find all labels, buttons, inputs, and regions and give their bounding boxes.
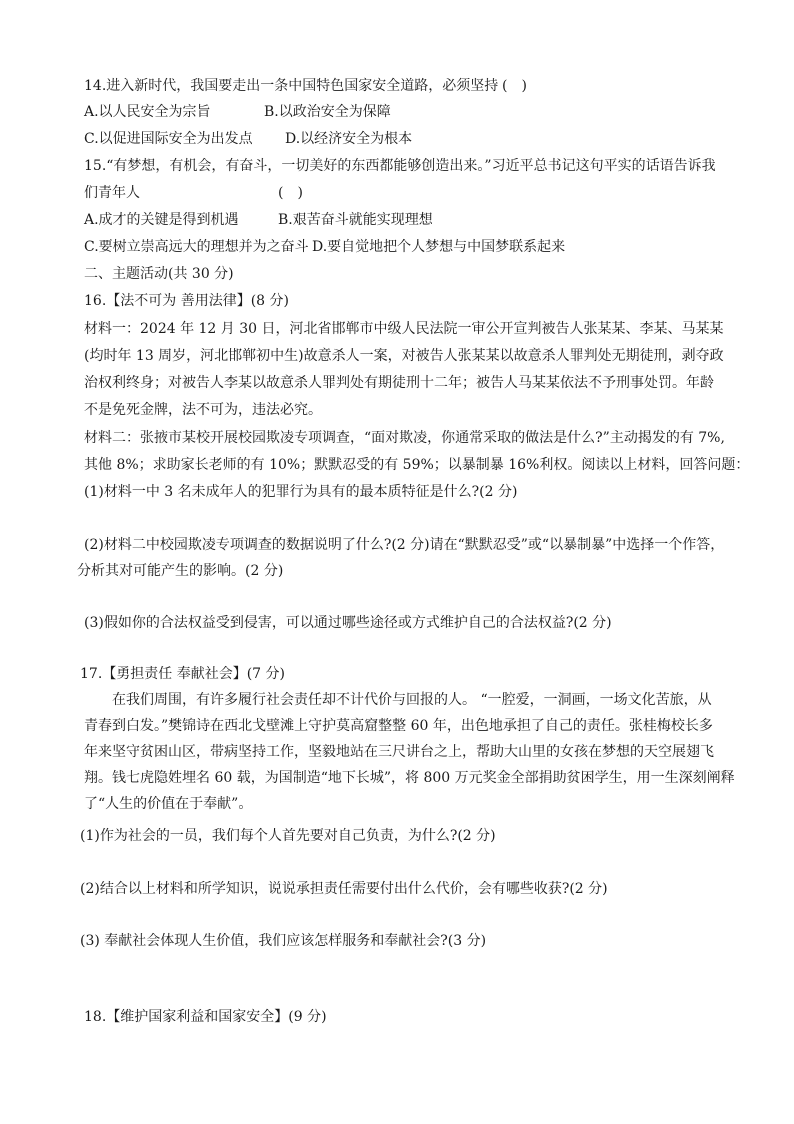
q17-passage-line: 青春到白发。”樊锦诗在西北戈壁滩上守护莫高窟整整 60 年，出色地承担了自己的责任。张桂梅校长多: [84, 718, 713, 734]
q17-passage-line: 翔。钱七虎隐姓埋名 60 载，为国制造“地下长城”，将 800 万元奖金全部捐助贫困学生，用一生深刻阐释: [84, 770, 735, 786]
q17-sub2: (2)结合以上材料和所学知识，说说承担责任需要付出什么代价，会有哪些收获?(2 分): [80, 881, 608, 897]
q15-option-d: D.要自觉地把个人梦想与中国梦联系起来: [312, 239, 566, 255]
q16-material2-line: 其他 8%；求助家长老师的有 10%；默默忍受的有 59%；以暴制暴 16%利权。阅读以上材料，回答问题：: [84, 457, 750, 473]
q15-stem-line1: 15.“有梦想，有机会，有奋斗，一切美好的东西都能够创造出来。”习近平总书记这句平实的话语告诉我: [84, 158, 716, 174]
q16-sub2-line2: 分析其对可能产生的影响。(2 分): [77, 563, 284, 579]
q16-material1-line: 材料一：2024 年 12 月 30 日，河北省邯郸市中级人民法院一审公开宣判被告人张某某、李某、马某某: [84, 321, 724, 337]
q14-stem: 14.进入新时代，我国要走出一条中国特色国家安全道路，必须坚持: [84, 78, 499, 94]
q16-sub2-line1: (2)材料二中校园欺凌专项调查的数据说明了什么?(2 分)请在“默默忍受”或“以暴制暴”中选择一个作答，: [84, 537, 725, 553]
q14-option-c: C.以促进国际安全为出发点: [84, 131, 253, 147]
q15-option-a: A.成才的关键是得到机遇: [84, 212, 239, 228]
q17-sub3: (3) 奉献社会体现人生价值，我们应该怎样服务和奉献社会?(3 分): [80, 933, 487, 949]
q14-option-d: D.以经济安全为根本: [285, 131, 413, 147]
q16-material1-line: (均时年 13 周岁，河北邯郸初中生)故意杀人一案，对被告人张某某以故意杀人罪判处无期徒刑，剥夺政: [84, 348, 724, 364]
q17-passage-line: 了“人生的价值在于奉献”。: [84, 796, 253, 812]
q17-passage-line: 在我们周围，有许多履行社会责任却不计代价与回报的人。 “一腔爱，一洞画，一场文化苦旅，从: [112, 692, 712, 708]
q14-option-b: B.以政治安全为保障: [264, 104, 391, 120]
q17-sub1: (1)作为社会的一员，我们每个人首先要对自己负责，为什么?(2 分): [80, 828, 496, 844]
q16-sub1: (1)材料一中 3 名未成年人的犯罪行为具有的最本质特征是什么?(2 分): [84, 484, 518, 500]
q18-title: 18.【维护国家利益和国家安全】(9 分): [84, 1009, 327, 1025]
q15-stem-line2: 们青年人: [84, 185, 140, 201]
q14-option-a: A.以人民安全为宗旨: [84, 104, 211, 120]
section-heading: 二、主题活动(共 30 分): [84, 266, 234, 282]
q16-material2-line: 材料二：张掖市某校开展校园欺凌专项调查，“面对欺凌，你通常采取的做法是什么?”主动揭发的有 7%,: [84, 430, 725, 446]
q16-material1-line: 不是免死金牌，法不可为，违法必究。: [84, 402, 322, 418]
q16-title: 16.【法不可为 善用法律】(8 分): [84, 293, 289, 309]
q17-passage-line: 年来坚守贫困山区，带病坚持工作，坚毅地站在三尺讲台之上，帮助大山里的女孩在梦想的天空展翅飞: [84, 744, 714, 760]
q17-title: 17.【勇担责任 奉献社会】(7 分): [80, 666, 285, 682]
q15-answer-paren: ( ): [278, 185, 303, 201]
q14-answer-paren: ( ): [502, 78, 527, 94]
q15-option-c: C.要树立崇高远大的理想并为之奋斗: [84, 239, 309, 255]
q16-sub3: (3)假如你的合法权益受到侵害，可以通过哪些途径或方式维护自己的合法权益?(2 分): [84, 615, 612, 631]
q15-option-b: B.艰苦奋斗就能实现理想: [278, 212, 433, 228]
q16-material1-line: 治权利终身；对被告人李某以故意杀人罪判处有期徒刑十二年；被告人马某某依法不予刑事处罚。年龄: [84, 375, 714, 391]
